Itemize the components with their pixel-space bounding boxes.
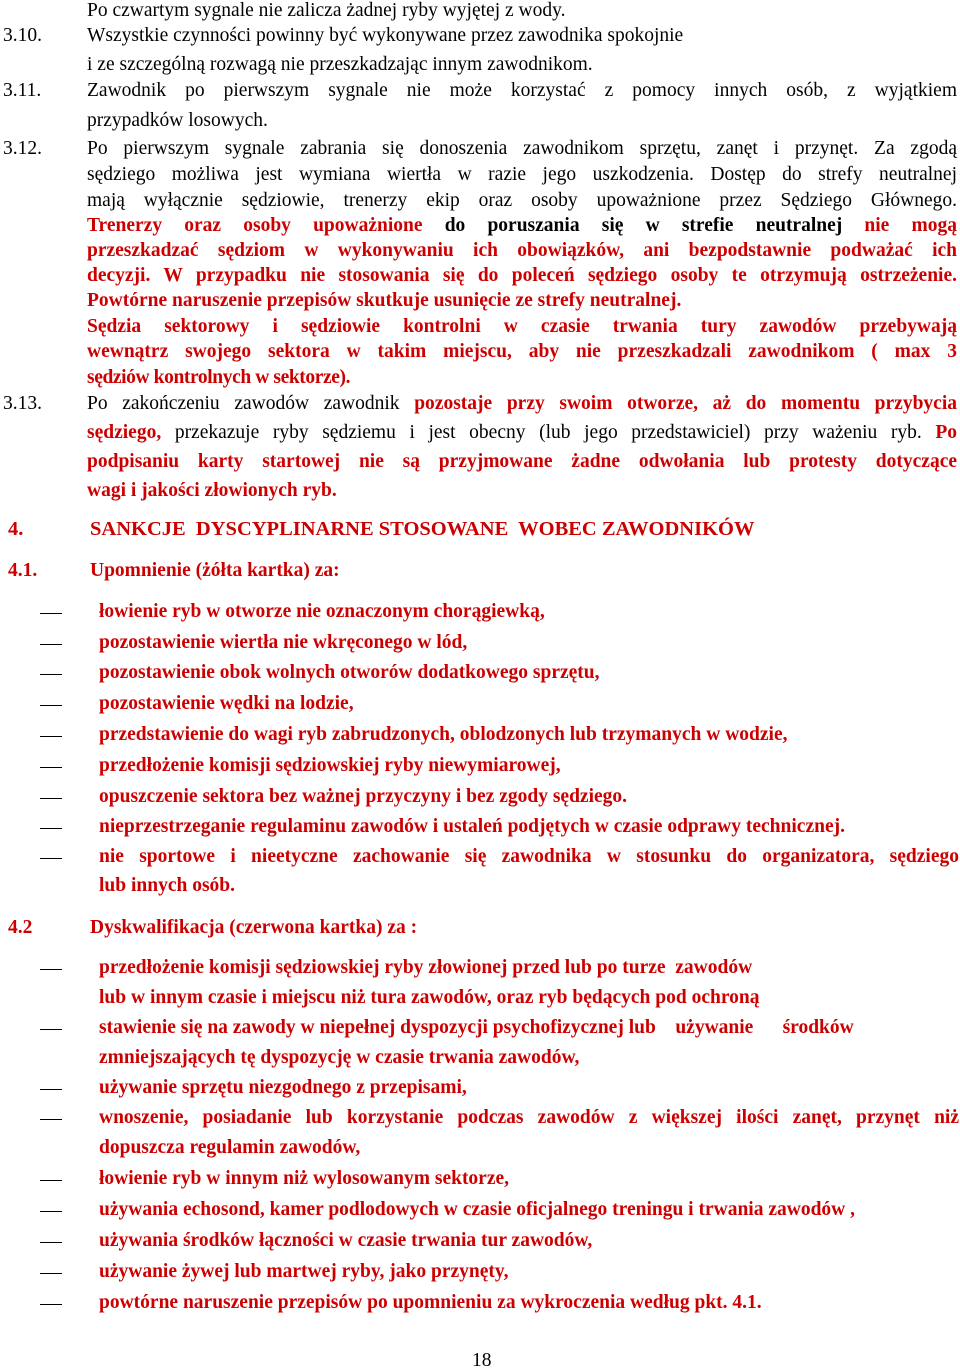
- list-item: opuszczenie sektora bez ważnej przyczyny i bez zgody sędziego.: [99, 786, 628, 807]
- list-item: używania echosond, kamer podlodowych w czasie oficjalnego treningu i trwania zawodów ,: [99, 1199, 855, 1220]
- list-item: lub w innym czasie i miejscu niż tura zawodów, oraz ryb będących pod ochroną: [99, 987, 760, 1008]
- list-item: przedłożenie komisji sędziowskiej ryby niewymiarowej,: [99, 755, 561, 776]
- list-dash-icon: [40, 613, 62, 614]
- list-item: dopuszcza regulamin zawodów,: [99, 1137, 361, 1158]
- list-item: łowienie ryb w innym niż wylosowanym sektorze,: [99, 1168, 510, 1189]
- text-line: [87, 215, 957, 237]
- list-dash-icon: [40, 736, 62, 737]
- list-item: nie sportowe i nieetyczne zachowanie się zawodnika w stosunku do organizatora, sędziego: [99, 846, 959, 867]
- text-line: [87, 422, 957, 444]
- paragraph-number: 3.10.: [3, 25, 42, 46]
- list-item: używanie sprzętu niezgodnego z przepisami,: [99, 1077, 467, 1098]
- text-span: do poruszania się w strefie neutralnej: [444, 215, 843, 236]
- section-number: 4.: [8, 518, 24, 540]
- list-item: przedłożenie komisji sędziowskiej ryby złowionej przed lub po turze zawodów: [99, 957, 753, 978]
- text-line: [87, 393, 957, 415]
- text-span: nie mogą: [864, 215, 958, 236]
- page-number: 18: [472, 1350, 492, 1371]
- text-span: Trenerzy oraz osoby upoważnione: [87, 215, 423, 236]
- list-dash-icon: [40, 969, 62, 970]
- text-line: wewnątrz swojego sektora w takim miejscu, aby nie przeszkadzali zawodnikom ( max 3: [87, 341, 957, 362]
- text-span: sędziego,: [87, 422, 162, 443]
- list-item: zmniejszających tę dyspozycję w czasie trwania zawodów,: [99, 1047, 580, 1068]
- list-dash-icon: [40, 1304, 62, 1305]
- list-dash-icon: [40, 858, 62, 859]
- list-item: nieprzestrzeganie regulaminu zawodów i ustaleń podjętych w czasie odprawy technicznej.: [99, 816, 845, 837]
- list-dash-icon: [40, 644, 62, 645]
- list-dash-icon: [40, 674, 62, 675]
- list-dash-icon: [40, 1211, 62, 1212]
- text-line: i ze szczególną rozwagą nie przeszkadzając innym zawodnikom.: [87, 54, 593, 75]
- text-line: mają wyłącznie sędziowie, trenerzy ekip oraz osoby upoważnione przez Sędziego Głównego.: [87, 190, 957, 211]
- section-title: SANKCJE DYSCYPLINARNE STOSOWANE WOBEC ZAWODNIKÓW: [90, 518, 755, 540]
- text-span: pozostaje przy swoim otworze, aż do momentu przybycia: [414, 393, 958, 414]
- list-dash-icon: [40, 1180, 62, 1181]
- text-line: Sędzia sektorowy i sędziowie kontrolni w czasie trwania tury zawodów przebywają: [87, 316, 957, 337]
- text-line: podpisaniu karty startowej nie są przyjmowane żadne odwołania lub protesty dotyczące: [87, 451, 957, 472]
- text-line: wagi i jakości złowionych ryb.: [87, 480, 337, 501]
- paragraph-number: 3.11.: [3, 80, 42, 101]
- list-item: pozostawienie obok wolnych otworów dodatkowego sprzętu,: [99, 662, 600, 683]
- list-dash-icon: [40, 1089, 62, 1090]
- subsection-title: Upomnienie (żółta kartka) za:: [90, 560, 340, 581]
- subsection-number: 4.2: [8, 917, 33, 938]
- text-span: Po: [935, 422, 957, 443]
- text-line: sędziego możliwa jest wymiana wiertła w razie jego uszkodzenia. Dostęp do strefy neutralnej: [87, 164, 957, 185]
- text-line: przypadków losowych.: [87, 110, 268, 131]
- subsection-title: Dyskwalifikacja (czerwona kartka) za :: [90, 917, 418, 938]
- list-dash-icon: [40, 828, 62, 829]
- list-item: przedstawienie do wagi ryb zabrudzonych, oblodzonych lub trzymanych w wodzie,: [99, 724, 788, 745]
- list-item: powtórne naruszenie przepisów po upomnieniu za wykroczenia według pkt. 4.1.: [99, 1292, 762, 1313]
- list-dash-icon: [40, 1119, 62, 1120]
- list-dash-icon: [40, 705, 62, 706]
- text-line: sędziów kontrolnych w sektorze).: [87, 367, 351, 388]
- list-dash-icon: [40, 1273, 62, 1274]
- paragraph-number: 3.13.: [3, 393, 42, 414]
- text-line: Po czwartym sygnale nie zalicza żadnej ryby wyjętej z wody.: [87, 0, 566, 21]
- text-span: Po zakończeniu zawodów zawodnik: [87, 393, 400, 414]
- text-line: Powtórne naruszenie przepisów skutkuje usunięcie ze strefy neutralnej.: [87, 290, 682, 311]
- text-line: przeszkadzać sędziom w wykonywaniu ich obowiązków, ani bezpodstawnie podważać ich: [87, 240, 957, 261]
- text-line: Zawodnik po pierwszym sygnale nie może korzystać z pomocy innych osób, z wyjątkiem: [87, 80, 957, 101]
- text-line: Po pierwszym sygnale zabrania się donoszenia zawodnikom sprzętu, zanęt i przynęt. Za zgodą: [87, 138, 957, 159]
- list-item: używanie żywej lub martwej ryby, jako przynęty,: [99, 1261, 509, 1282]
- list-item: wnoszenie, posiadanie lub korzystanie podczas zawodów z większej ilości zanęt, przynęt niż: [99, 1107, 959, 1128]
- list-item: używania środków łączności w czasie trwania tur zawodów,: [99, 1230, 593, 1251]
- text-span: przekazuje ryby sędziemu i jest obecny (lub jego przedstawiciel) przy ważeniu ryb.: [174, 422, 922, 443]
- list-item: lub innych osób.: [99, 875, 236, 896]
- list-item: pozostawienie wiertła nie wkręconego w lód,: [99, 632, 468, 653]
- list-dash-icon: [40, 1029, 62, 1030]
- text-line: Wszystkie czynności powinny być wykonywane przez zawodnika spokojnie: [87, 25, 684, 46]
- list-dash-icon: [40, 1242, 62, 1243]
- list-dash-icon: [40, 767, 62, 768]
- list-dash-icon: [40, 798, 62, 799]
- subsection-number: 4.1.: [8, 560, 38, 581]
- list-item: stawienie się na zawody w niepełnej dyspozycji psychofizycznej lub używanie środków: [99, 1017, 854, 1038]
- list-item: pozostawienie wędki na lodzie,: [99, 693, 354, 714]
- list-item: łowienie ryb w otworze nie oznaczonym chorągiewką,: [99, 601, 545, 622]
- text-line: decyzji. W przypadku nie stosowania się do poleceń sędziego osoby te otrzymują ostrzeżenie.: [87, 265, 957, 286]
- paragraph-number: 3.12.: [3, 138, 42, 159]
